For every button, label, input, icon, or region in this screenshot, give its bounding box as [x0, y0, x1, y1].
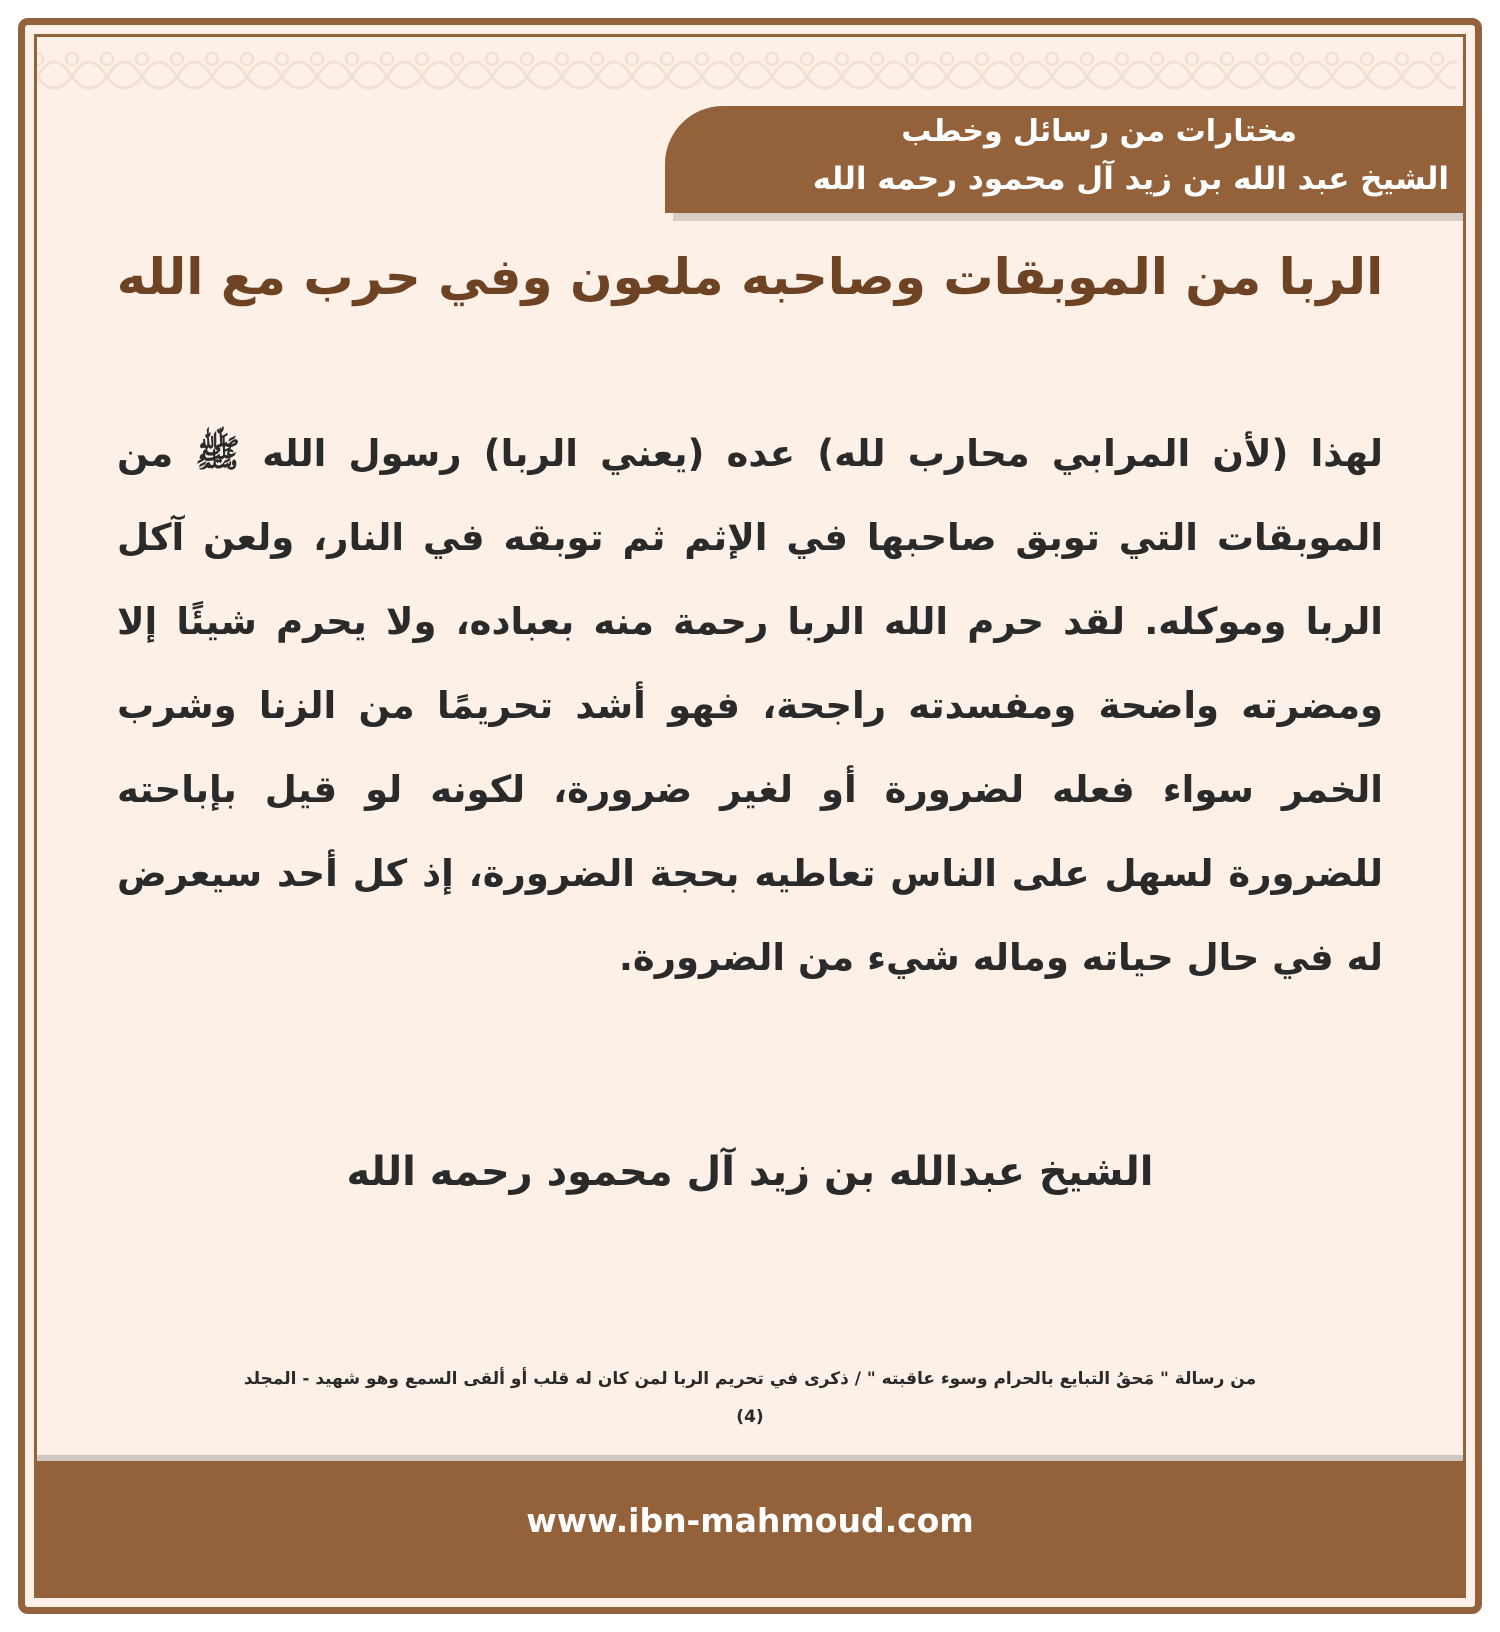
series-author: الشيخ عبد الله بن زيد آل محمود رحمه الله: [812, 161, 1449, 197]
series-title: مختارات من رسائل وخطب: [901, 114, 1297, 149]
source-citation-line: من رسالة " مَحقُ التبايع بالحرام وسوء عاقبته " / ذكرى في تحريم الربا لمن كان له قلب أو ألقى السمع وهو شهيد - المجلد: [243, 1369, 1257, 1389]
footer-band: [37, 1455, 1463, 1595]
decorative-pattern: [37, 37, 1463, 101]
author-signature: الشيخ عبدالله بن زيد آل محمود رحمه الله: [346, 1149, 1154, 1195]
source-citation: [107, 1360, 1393, 1436]
source-volume: (4): [736, 1407, 764, 1427]
body-paragraph: لهذا (لأن المرابي محارب لله) عده (يعني الربا) رسول الله ﷺ من الموبقات التي توبق صاحبها في الإثم ثم توبقه في النار، ولعن آكل الربا وموكله. لقد حرم الله الربا رحمة منه بعباده، ولا يحرم شيئًا إلا ومضرته واضحة ومفسدته راجحة، فهو أشد تحريمًا من الزنا وشرب الخمر سواء فعله لضرورة أو لغير ضرورة، لكونه لو قيل بإباحته للضرورة لسهل على الناس تعاطيه بحجة الضرورة، إذ كل أحد سيعرض له في حال حياته وماله شيء من الضرورة.: [117, 432, 1383, 979]
website-url[interactable]: www.ibn-mahmoud.com: [526, 1501, 974, 1540]
page-frame: [18, 18, 1482, 1614]
page-title: الربا من الموبقات وصاحبه ملعون وفي حرب مع الله: [116, 248, 1384, 306]
header-banner: [665, 106, 1463, 213]
content-panel: [34, 34, 1466, 1598]
